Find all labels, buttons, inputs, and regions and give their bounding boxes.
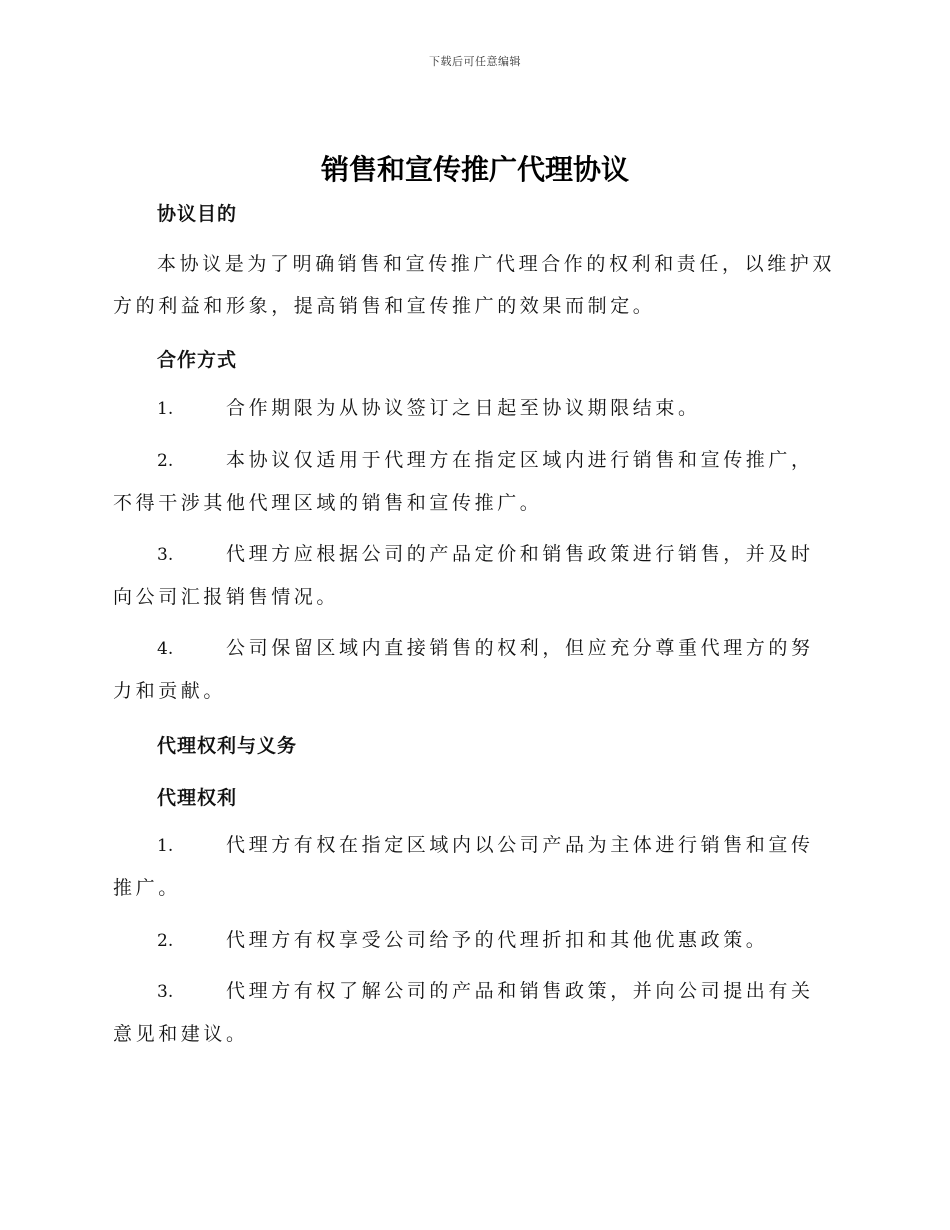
item-text: 代理方有权享受公司给予的代理折扣和其他优惠政策。 bbox=[226, 929, 769, 951]
item-text: 代理方有权了解公司的产品和销售政策，并向公司提出有关意见和建议。 bbox=[113, 980, 814, 1045]
rights-item-1 bbox=[113, 824, 835, 909]
cooperation-item-3 bbox=[113, 533, 835, 618]
item-text: 代理方有权在指定区域内以公司产品为主体进行销售和宣传推广。 bbox=[113, 834, 814, 899]
heading-rights-duties: 代理权利与义务 bbox=[157, 735, 298, 757]
item-text: 合作期限为从协议签订之日起至协议期限结束。 bbox=[226, 397, 701, 419]
item-text: 公司保留区域内直接销售的权利，但应充分尊重代理方的努力和贡献。 bbox=[113, 637, 814, 702]
heading-rights: 代理权利 bbox=[157, 787, 238, 809]
cooperation-item-2 bbox=[113, 439, 835, 524]
item-number: 2. bbox=[157, 451, 174, 471]
header-note: 下载后可任意编辑 bbox=[429, 55, 521, 68]
rights-item-3 bbox=[113, 970, 835, 1055]
item-number: 3. bbox=[157, 982, 174, 1002]
rights-item-2 bbox=[113, 919, 835, 962]
item-text: 本协议仅适用于代理方在指定区域内进行销售和宣传推广，不得干涉其他代理区域的销售和宣传推广。 bbox=[113, 449, 814, 514]
item-number: 1. bbox=[157, 836, 174, 856]
heading-cooperation: 合作方式 bbox=[157, 349, 238, 371]
item-number: 2. bbox=[157, 931, 174, 951]
cooperation-item-4 bbox=[113, 627, 835, 712]
item-text: 代理方应根据公司的产品定价和销售政策进行销售，并及时向公司汇报销售情况。 bbox=[113, 543, 814, 608]
cooperation-item-1 bbox=[113, 387, 835, 430]
item-number: 1. bbox=[157, 399, 174, 419]
heading-purpose: 协议目的 bbox=[157, 203, 238, 225]
item-number: 3. bbox=[157, 545, 174, 565]
purpose-paragraph: 本协议是为了明确销售和宣传推广代理合作的权利和责任，以维护双方的利益和形象，提高销售和宣传推广的效果而制定。 bbox=[113, 253, 836, 317]
document-title: 销售和宣传推广代理协议 bbox=[320, 153, 629, 186]
item-number: 4. bbox=[157, 639, 174, 659]
